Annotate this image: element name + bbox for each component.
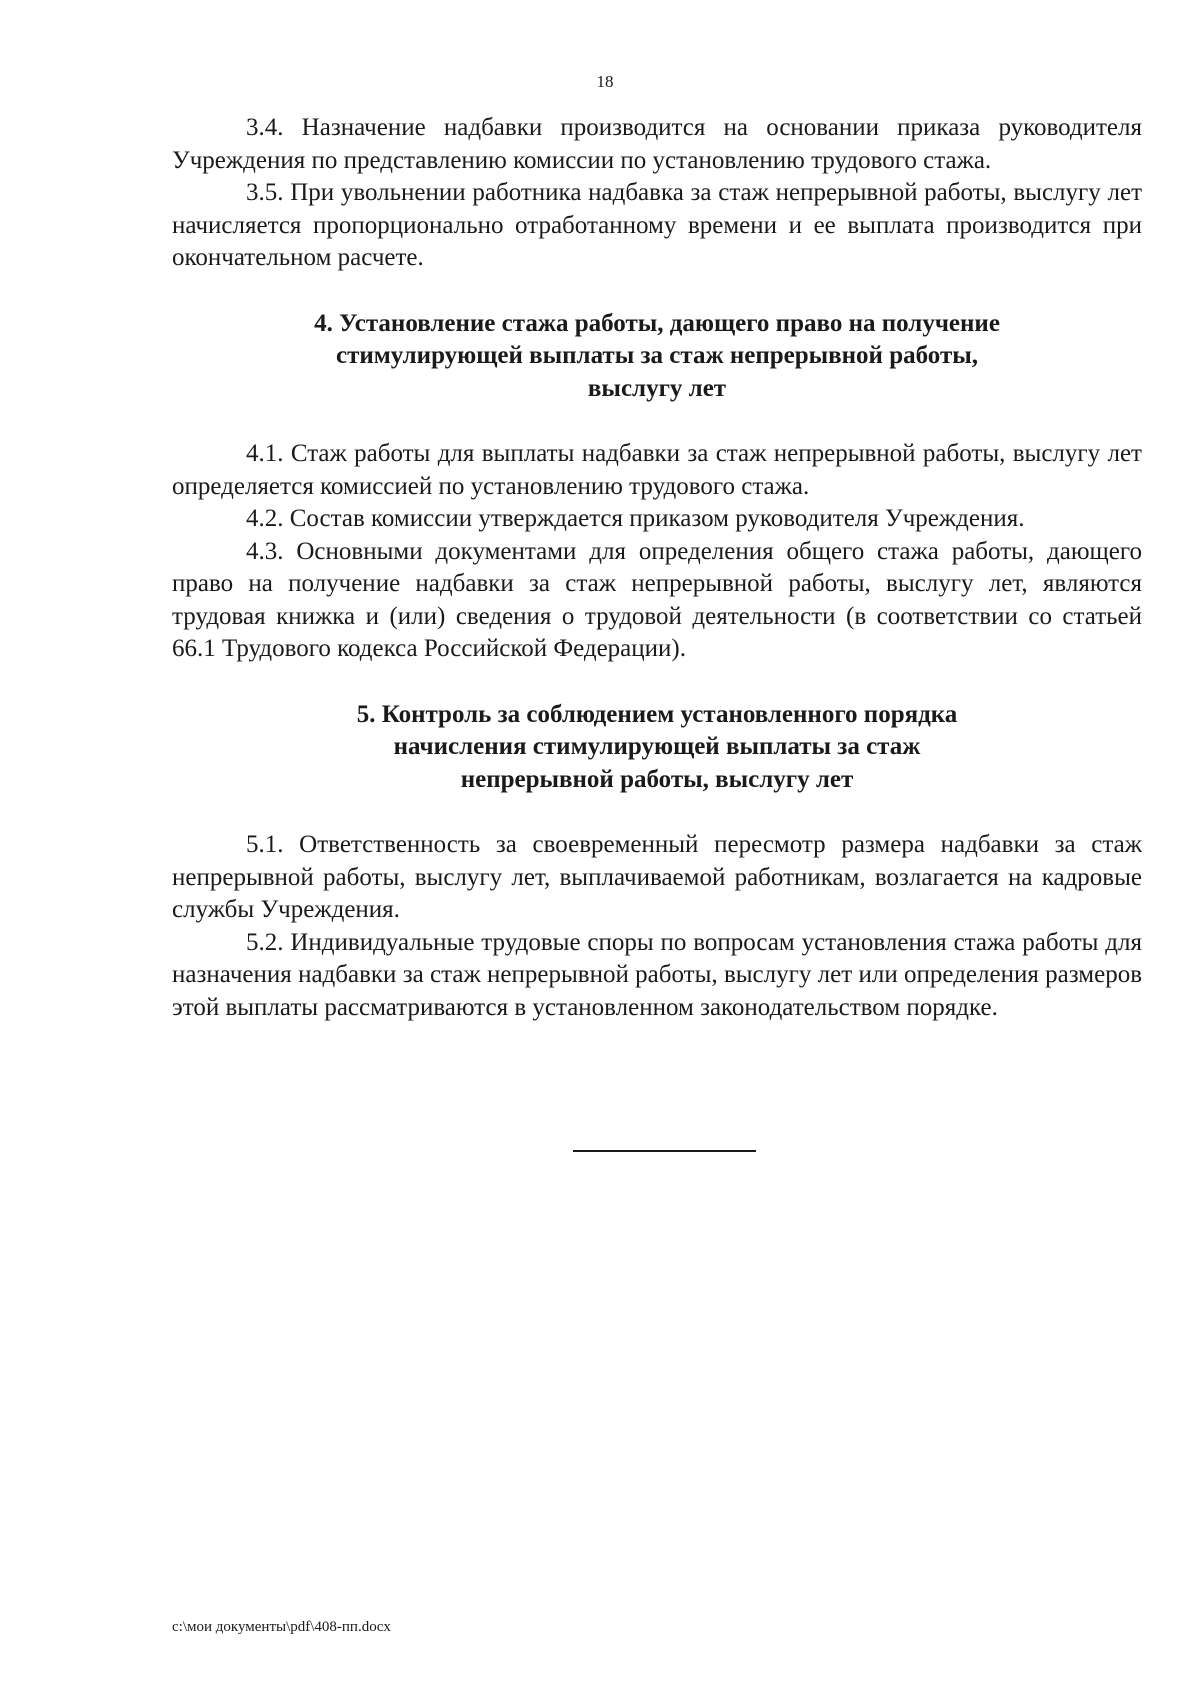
section-5-heading-line: начисления стимулирующей выплаты за стаж — [393, 733, 921, 760]
end-of-document-rule — [573, 1150, 756, 1152]
section-5-heading-line: 5. Контроль за соблюдением установленного порядка — [356, 700, 958, 728]
page-number: 18 — [596, 72, 614, 91]
section-4-heading-line: стимулирующей выплаты за стаж непрерывной работы, — [335, 342, 979, 369]
section-4-heading-line: выслугу лет — [587, 374, 727, 402]
section-5-heading — [172, 699, 1142, 797]
paragraph-3-4: 3.4. Назначение надбавки производится на основании приказа руководителя Учреждения по представлению комиссии по установлению трудового стажа. — [172, 114, 1142, 174]
document-body — [172, 112, 1142, 1024]
paragraph-4-1: 4.1. Стаж работы для выплаты надбавки за стаж непрерывной работы, выслугу лет определяется комиссией по установлению трудового стажа. — [172, 440, 1142, 500]
footer-file-path: c:\мои документы\pdf\408-пп.docx — [172, 1619, 391, 1635]
section-4-heading — [172, 308, 1142, 406]
paragraph-4-2: 4.2. Состав комиссии утверждается приказом руководителя Учреждения. — [246, 505, 1025, 532]
section-4-heading-line: 4. Установление стажа работы, дающего право на получение — [314, 309, 1000, 337]
paragraph-5-1: 5.1. Ответственность за своевременный пересмотр размера надбавки за стаж непрерывной работы, выслугу лет, выплачиваемой работникам, возлагается на кадровые службы Учреждения. — [172, 831, 1142, 923]
paragraph-3-5: 3.5. При увольнении работника надбавка за стаж непрерывной работы, выслугу лет начисляется пропорционально отработанному времени и ее выплата производится при окончательном расчете. — [172, 179, 1142, 271]
section-5-heading-line: непрерывной работы, выслугу лет — [460, 765, 854, 793]
paragraph-4-3: 4.3. Основными документами для определения общего стажа работы, дающего право на получение надбавки за стаж непрерывной работы, выслугу лет, являются трудовая книжка и (или) сведения о трудовой деятельности (в соответствии со статьей 66.1 Трудового кодекса Российской Федерации). — [172, 537, 1142, 662]
paragraph-5-2: 5.2. Индивидуальные трудовые споры по вопросам установления стажа работы для назначения надбавки за стаж непрерывной работы, выслугу лет или определения размеров этой выплаты рассматриваются в установленном законодательством порядке. — [172, 928, 1142, 1021]
